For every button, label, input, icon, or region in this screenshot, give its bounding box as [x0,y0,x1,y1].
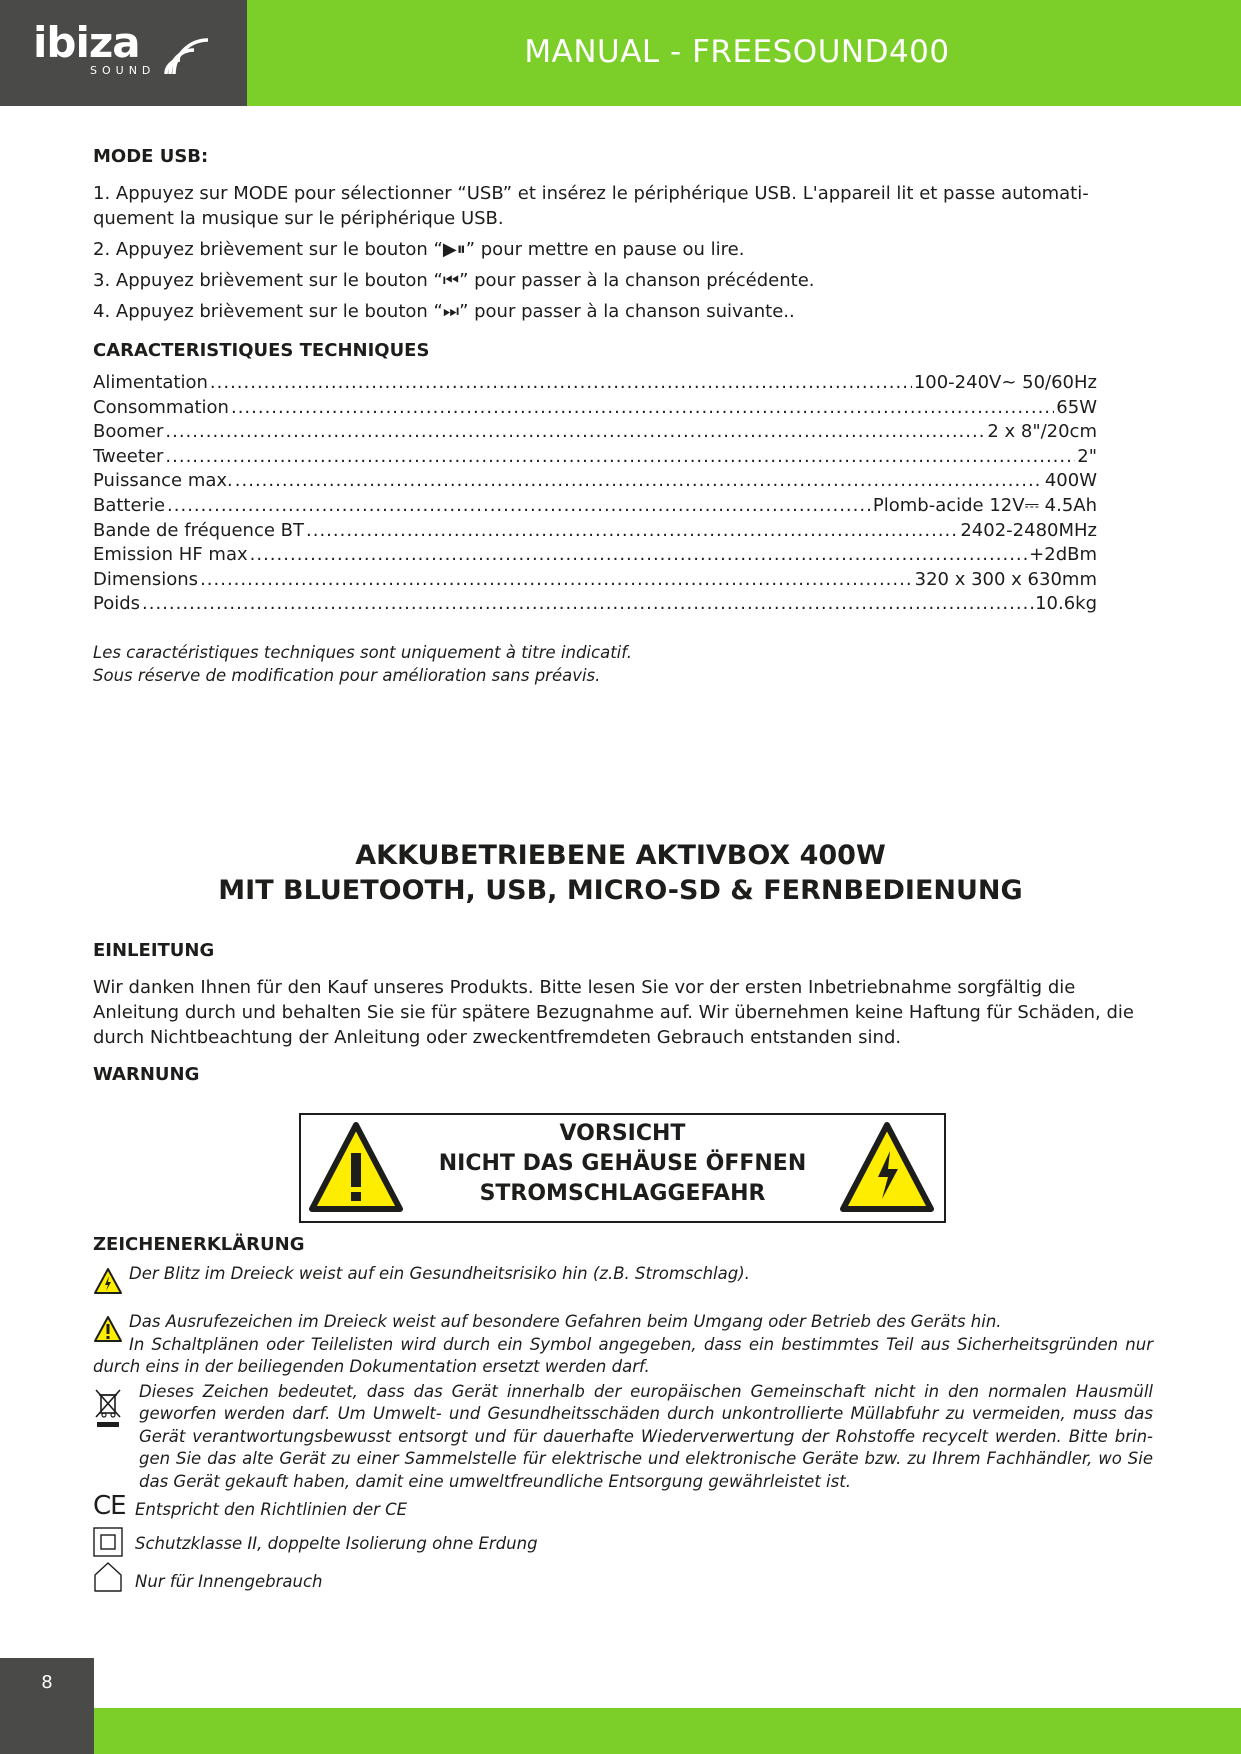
specs-heading: CARACTERISTIQUES TECHNIQUES [93,340,430,361]
legend-item-ce [93,1491,1153,1527]
spec-row [93,420,1097,445]
legend-text: Schutzklasse II, doppelte Isolierung ohne Erdung [135,1534,538,1553]
brand-name: ibiza [33,18,140,67]
spec-label: Puissance max. [93,470,233,492]
legend-section [93,1234,1153,1595]
specs-note [93,641,1153,687]
double-insulation-icon [93,1527,123,1557]
spec-row [93,396,1097,421]
lightning-warning-icon [838,1119,936,1215]
brand-logo [0,0,247,106]
exclamation-triangle-icon [93,1315,123,1343]
manual-title: MANUAL - FREESOUND400 [524,34,950,70]
legend-item-indoor [93,1561,1153,1595]
page-number-box [0,1658,94,1754]
specs-note-line: Les caractéristiques techniques sont uniquement à titre indicatif. [93,642,633,662]
german-title-line2: MIT BLUETOOTH, USB, MICRO-SD & FERNBEDIENUNG [218,875,1023,906]
specs-note-line: Sous réserve de modification pour amélioration sans préavis. [93,665,601,685]
spec-label: Batterie [93,494,166,516]
german-intro [93,938,1153,1087]
legend-text: Nur für Innengebrauch [135,1572,323,1591]
brand-subtitle: SOUND [90,64,156,77]
legend-text: In Schaltplänen oder Teilelisten wird durch ein Symbol angegeben, dass ein bestimmtes Teil aus Sicherheitsgründen nur durch eins in der beiliegenden Dokumentation ersetzt werden darf. [93,1334,1153,1376]
spec-value: Plomb-acide 12V⎓ 4.5Ah [872,494,1097,516]
legend-item-class2 [93,1527,1153,1561]
house-icon [93,1561,123,1593]
usb-mode-heading: MODE USB: [93,146,209,167]
spec-value: 10.6kg [1035,593,1097,615]
legend-text: Entspricht den Richtlinien der CE [135,1500,408,1519]
legend-text: Das Ausrufezeichen im Dreieck weist auf besondere Gefahren beim Umgang oder Betrieb des Geräts hin. [129,1312,1002,1331]
spec-label: Emission HF max [93,544,248,566]
legend-text: Dieses Zeichen bedeutet, dass das Gerät innerhalb der europäischen Gemeinschaft nicht in den normalen Hausmüll geworfen werden darf. Um Umwelt- und Gesundheitsschäden durch unkontrollierte Müllabfuhr zu vermeiden, muss das Gerät verantwortungsbewusst entsorgt und für dauerhafte Wiederverwertung der Rohstoffe recycelt werden. Bitte brin-gen Sie das alte Gerät zu einer Sammelstelle für elektrische und elektronische Geräte bzw. zu Ihrem Fachhändler, wo Sie das Gerät gekauft haben, damit eine umweltfreundliche Entsorgung gewährleistet ist. [139,1381,1153,1491]
usb-steps [93,181,1153,324]
exclamation-warning-icon [307,1119,405,1215]
spec-label: Bande de fréquence BT [93,519,304,541]
intro-text: Wir danken Ihnen für den Kauf unseres Produkts. Bitte lesen Sie vor der ersten Inbetriebnahme sorgfältig die Anleitung durch und behalten Sie sie für spätere Bezugnahme auf. Wir übernehmen keine Haftung für Schäden, die durch Nichtbeachtung der Anleitung oder zweckentfremdeten Gebrauch entstanden sind. [93,977,1134,1048]
spec-value: 2" [1077,445,1097,467]
page-number: 8 [41,1672,53,1693]
usb-step: 4. Appuyez brièvement sur le bouton “⏭” pour passer à la chanson suivante.. [93,301,795,322]
legend-text: Der Blitz im Dreieck weist auf ein Gesundheitsrisiko hin (z.B. Stromschlag). [129,1264,750,1283]
spec-label: Dimensions [93,568,199,590]
header-bar [247,0,1241,106]
page-header [0,0,1241,106]
german-title-line1: AKKUBETRIEBENE AKTIVBOX 400W [355,840,886,871]
spec-row [93,469,1097,494]
legend-item-lightning [93,1263,1153,1311]
warning-heading: WARNUNG [93,1064,200,1085]
usb-step: 2. Appuyez brièvement sur le bouton “▶⏸” pour mettre en pause ou lire. [93,239,745,260]
spec-value: 65W [1056,396,1097,418]
warning-line: NICHT DAS GEHÄUSE ÖFFNEN [438,1151,807,1176]
spec-row [93,592,1097,617]
footer-bar [94,1708,1241,1754]
lightning-triangle-icon [93,1267,123,1295]
warning-line: STROMSCHLAGGEFAHR [479,1181,766,1206]
spec-label: Consommation [93,396,229,418]
spec-value: 320 x 300 x 630mm [914,568,1097,590]
spec-label: Alimentation [93,372,208,393]
crossed-bin-icon [93,1387,123,1431]
sound-waves-icon [160,34,216,78]
spec-row [93,371,1097,396]
legend-item-weee [93,1381,1153,1494]
spec-row [93,494,1097,519]
spec-value: 400W [1044,470,1097,492]
usb-step: 1. Appuyez sur MODE pour sélectionner “USB” et insérez le périphérique USB. L'appareil lit et passe automati-quement la musique sur le périphérique USB. [93,183,1089,229]
spec-value: 100-240V~ 50/60Hz [913,372,1097,393]
warning-text [401,1119,844,1209]
ce-mark-icon: CE [93,1491,126,1521]
spec-value: 2402-2480MHz [960,519,1097,541]
usb-step: 3. Appuyez brièvement sur le bouton “⏮” pour passer à la chanson précédente. [93,270,815,291]
spec-label: Tweeter [93,445,164,467]
spec-row [93,568,1097,593]
legend-item-exclamation [93,1311,1153,1379]
german-title [93,838,1148,908]
spec-value: 2 x 8"/20cm [987,421,1097,443]
specs-table [93,371,1097,617]
spec-label: Poids [93,593,141,615]
french-section [93,144,1153,687]
intro-heading: EINLEITUNG [93,940,215,961]
spec-row [93,445,1097,470]
warning-line: VORSICHT [559,1121,686,1146]
spec-row [93,543,1097,568]
warning-box [299,1113,946,1223]
legend-heading: ZEICHENERKLÄRUNG [93,1234,305,1255]
spec-label: Boomer [93,421,164,443]
spec-row [93,519,1097,544]
spec-value: +2dBm [1029,544,1097,566]
